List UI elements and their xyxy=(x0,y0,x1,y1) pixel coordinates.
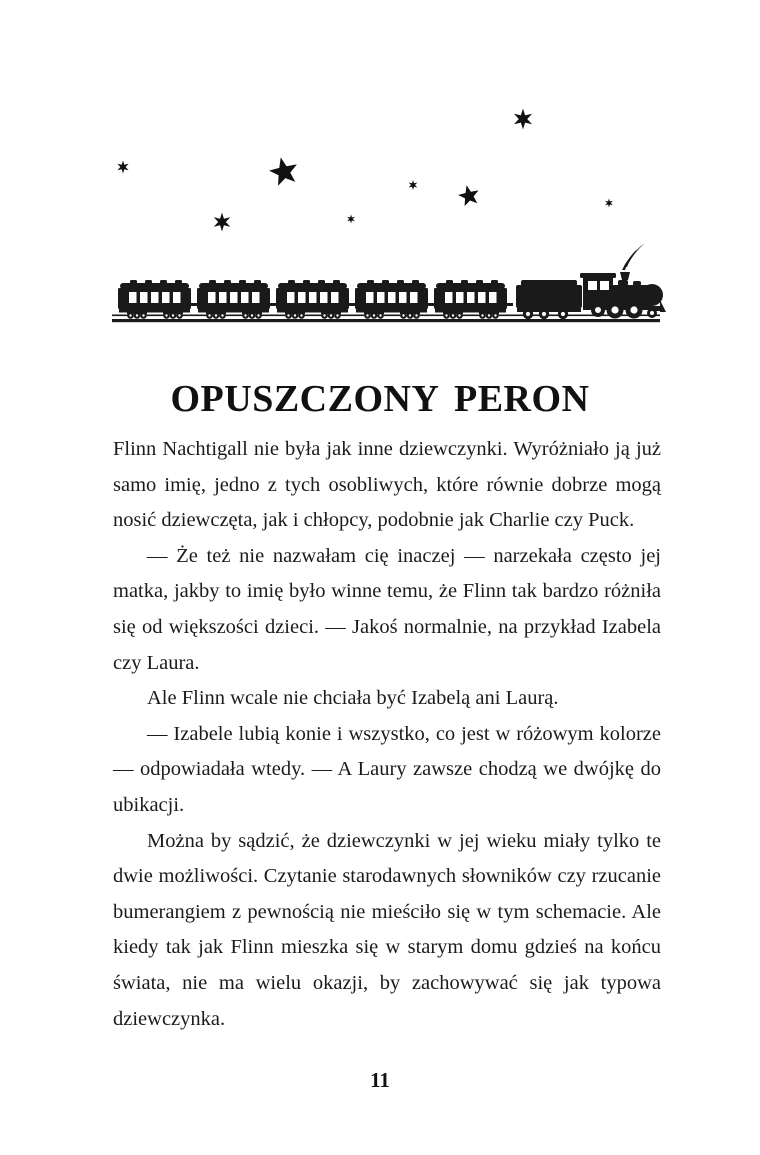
body-paragraph: — Izabele lubią konie i wszystko, co jest w różowym kolorze — odpowiadała wtedy. — A Laury zawsze chodzą we dwójkę do ubikacji. xyxy=(113,722,661,816)
body-paragraph: Można by sądzić, że dziewczynki w jej wieku miały tylko te dwie możliwości. Czytanie starodawnych słowników czy rzucanie bumerangiem z pewnością nie mieściło się w tym schemacie. Ale kiedy tak jak Flinn mieszka się w starym domu gdzieś na końcu świata, nie ma wielu okazji, by zachowywać się jak typowa dziewczynka. xyxy=(113,829,661,1030)
body-paragraph: — Że też nie nazwałam cię inaczej — narzekała często jej matka, jakby to imię było winne temu, że Flinn tak bardzo różniła się od większości dzieci. — Jakoś normalnie, na przykład Izabela czy Laura. xyxy=(113,544,661,674)
star-small-left xyxy=(117,161,128,174)
train-carriage xyxy=(197,280,276,319)
star-tiny-upper-center xyxy=(409,180,418,190)
train-carriage xyxy=(355,280,434,319)
star-medium-lower-left xyxy=(214,213,230,232)
chapter-illustration xyxy=(0,0,760,335)
star-tiny-center xyxy=(347,215,355,224)
star-tiny-right xyxy=(605,199,613,208)
chapter-title: OPUSZCZONY PERON xyxy=(170,378,590,421)
chapter-body xyxy=(113,432,661,1037)
body-paragraph: Ale Flinn wcale nie chciała być Izabelą ani Laurą. xyxy=(147,687,559,710)
star-large-upper-left xyxy=(269,157,297,185)
body-paragraph: Flinn Nachtigall nie była jak inne dziewczynki. Wyróżniało ją już samo imię, jedno z tych osobliwych, które równie dobrze mogą nosić dziewczęta, jak i chłopcy, podobnie jak Charlie czy Puck. xyxy=(113,438,661,532)
train-carriage xyxy=(434,280,513,319)
page-number: 11 xyxy=(370,1068,390,1092)
star-top xyxy=(514,109,532,130)
train-carriage xyxy=(118,280,197,319)
train-carriage xyxy=(276,280,355,319)
star-medium-center xyxy=(458,185,478,206)
